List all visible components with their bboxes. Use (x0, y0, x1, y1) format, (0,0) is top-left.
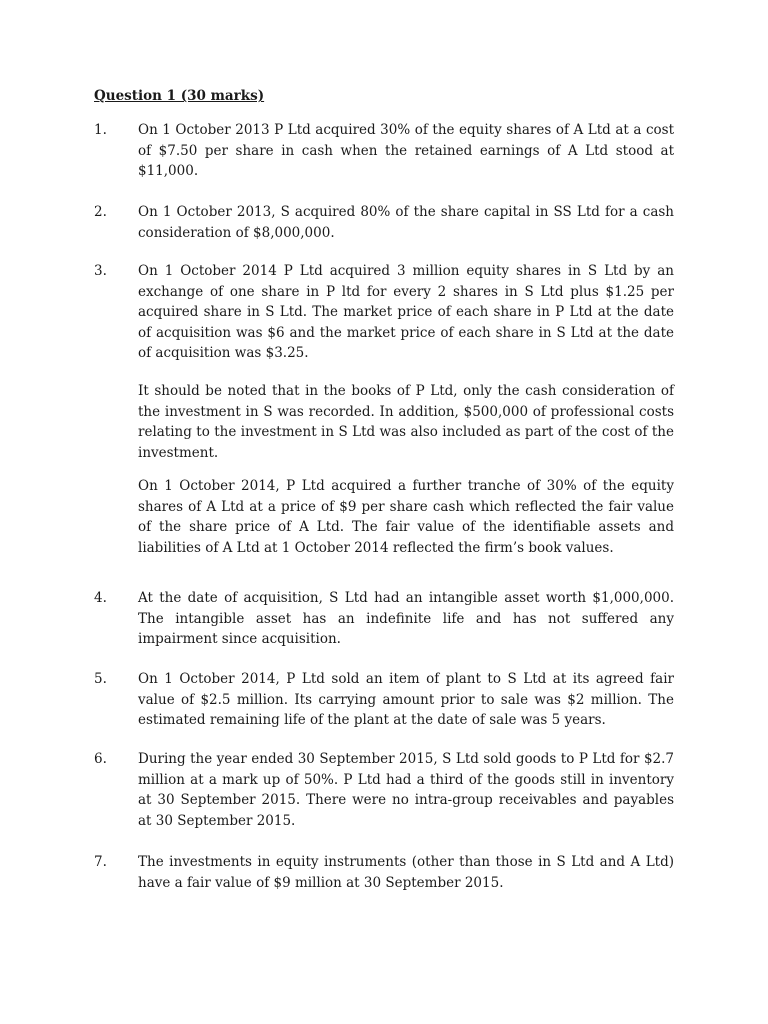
item-number: 7. (94, 854, 107, 870)
item-paragraph: On 1 October 2014, P Ltd sold an item of plant to S Ltd at its agreed fair value of $2.5 million. Its carrying amount prior to sale was $2 million. The estimated remaining life of the plant at the date of sale was 5 years. (138, 671, 674, 728)
item-paragraph: During the year ended 30 September 2015, S Ltd sold goods to P Ltd for $2.7 million at a mark up of 50%. P Ltd had a third of the goods still in inventory at 30 September 2015. There were no intra-group receivables and payables at 30 September 2015. (138, 751, 674, 829)
item-number: 1. (94, 122, 107, 138)
item-paragraph: It should be noted that in the books of P Ltd, only the cash consideration of the investment in S was recorded. In addition, $500,000 of professional costs relating to the investment in S Ltd was also included as part of the cost of the investment. (138, 383, 674, 461)
item-number: 5. (94, 671, 107, 687)
question-heading: Question 1 (30 marks) (94, 88, 265, 104)
item-paragraph: On 1 October 2013 P Ltd acquired 30% of the equity shares of A Ltd at a cost of $7.50 per share in cash when the retained earnings of A Ltd stood at $11,000. (138, 122, 674, 179)
item-paragraph: At the date of acquisition, S Ltd had an intangible asset worth $1,000,000. The intangible asset has an indefinite life and has not suffered any impairment since acquisition. (138, 590, 674, 647)
item-number: 3. (94, 263, 107, 279)
item-paragraph: The investments in equity instruments (other than those in S Ltd and A Ltd) have a fair value of $9 million at 30 September 2015. (138, 854, 674, 891)
item-paragraph: On 1 October 2014, P Ltd acquired a further tranche of 30% of the equity shares of A Ltd at a price of $9 per share cash which reflected the fair value of the share price of A Ltd. The fair value of the identifiable assets and liabilities of A Ltd at 1 October 2014 reflected the firm’s book values. (138, 478, 674, 556)
item-number: 6. (94, 751, 107, 767)
item-paragraph: On 1 October 2014 P Ltd acquired 3 million equity shares in S Ltd by an exchange of one share in P ltd for every 2 shares in S Ltd plus $1.25 per acquired share in S Ltd. The market price of each share in P Ltd at the date of acquisition was $6 and the market price of each share in S Ltd at the date of acquisition was $3.25. (138, 263, 674, 361)
item-number: 2. (94, 204, 107, 220)
item-paragraph: On 1 October 2013, S acquired 80% of the share capital in SS Ltd for a cash consideration of $8,000,000. (138, 204, 674, 241)
item-number: 4. (94, 590, 107, 606)
